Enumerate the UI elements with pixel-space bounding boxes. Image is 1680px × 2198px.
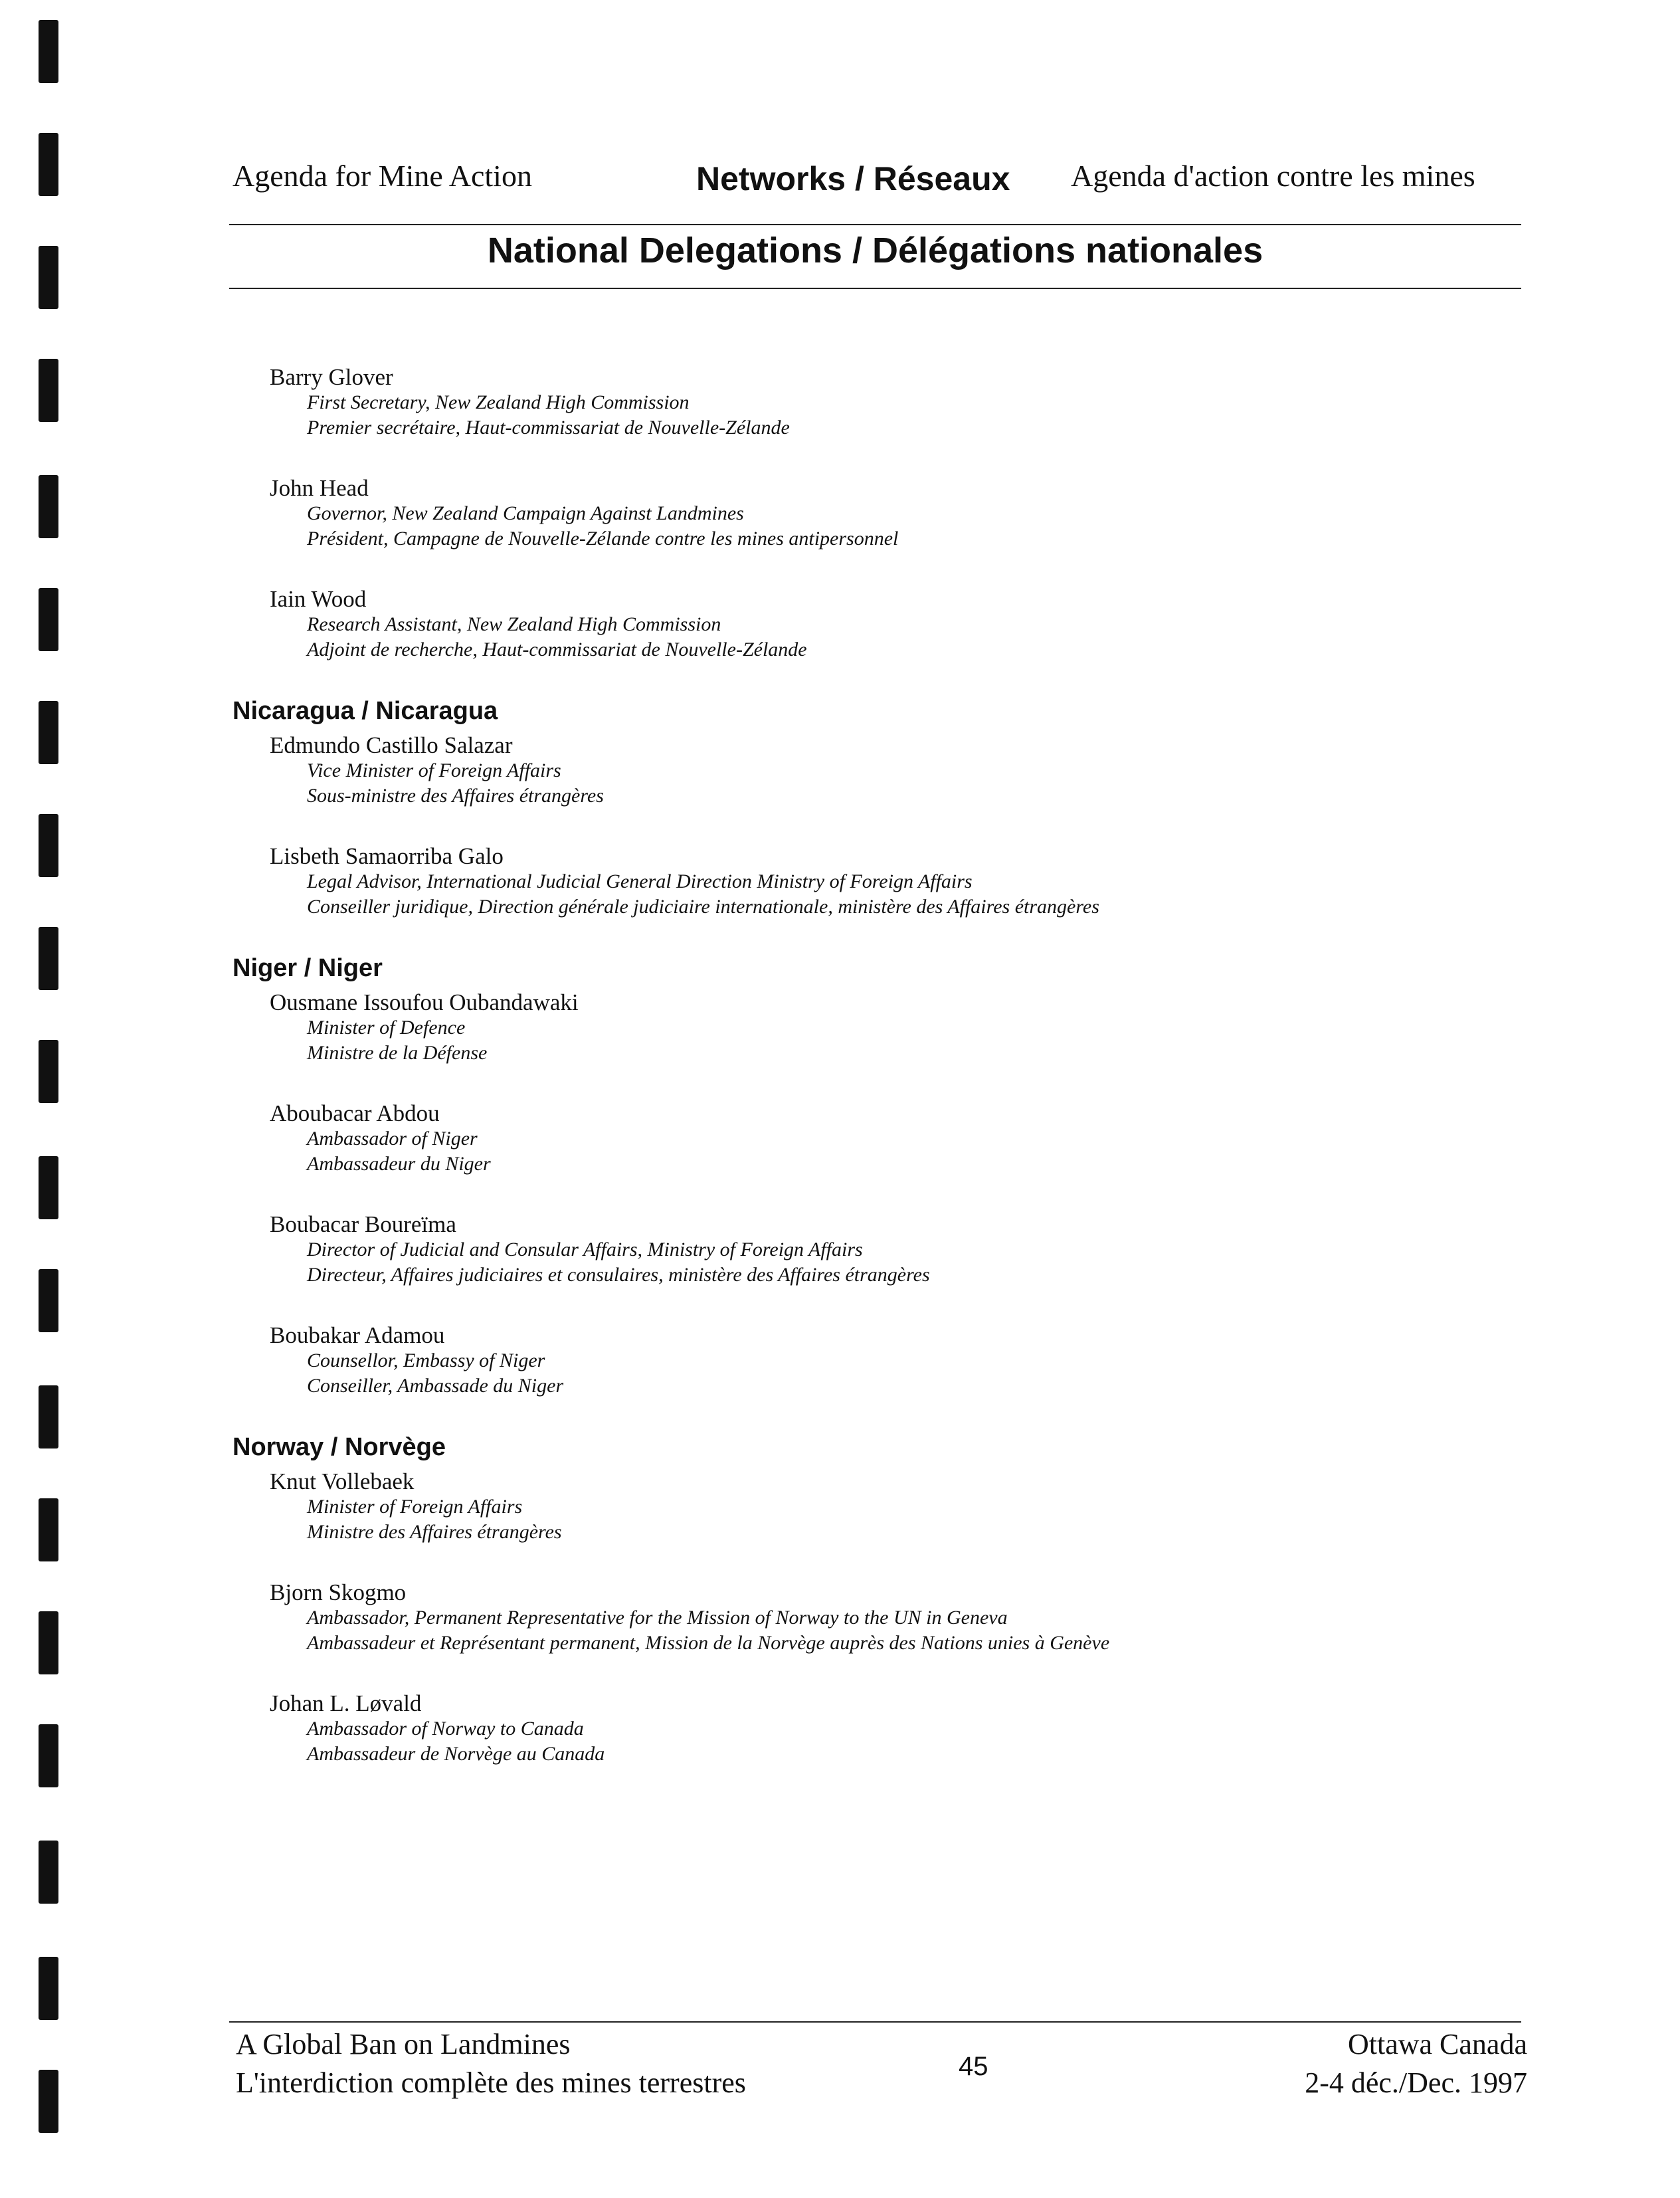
delegate-role-fr: Ministre de la Défense bbox=[307, 1042, 488, 1064]
delegate-role-fr: Ambassadeur et Représentant permanent, Mission de la Norvège auprès des Nations unies à Genève bbox=[307, 1632, 1110, 1654]
delegate-name: Edmundo Castillo Salazar bbox=[270, 732, 513, 758]
delegate-name: Bjorn Skogmo bbox=[270, 1579, 407, 1605]
delegate-role-en: Counsellor, Embassy of Niger bbox=[307, 1349, 545, 1371]
footer-right bbox=[1305, 2025, 1527, 2102]
binder-mark bbox=[39, 814, 58, 877]
delegate-name: Aboubacar Abdou bbox=[270, 1100, 440, 1126]
binder-mark bbox=[39, 1040, 58, 1103]
footer-right-line1: Ottawa Canada bbox=[1348, 2028, 1527, 2060]
delegate-entry bbox=[270, 1468, 1528, 1545]
delegate-entry bbox=[270, 364, 1528, 441]
delegate-name: John Head bbox=[270, 475, 369, 501]
delegate-role-fr: Ministre des Affaires étrangères bbox=[307, 1521, 562, 1543]
title-rule bbox=[229, 288, 1521, 289]
delegate-role-fr: Directeur, Affaires judiciaires et consulaires, ministère des Affaires étrangères bbox=[307, 1264, 930, 1286]
binder-mark bbox=[39, 1269, 58, 1332]
footer-left-line1: A Global Ban on Landmines bbox=[236, 2028, 571, 2060]
delegate-role-fr: Adjoint de recherche, Haut-commissariat de Nouvelle-Zélande bbox=[307, 639, 807, 660]
binder-mark bbox=[39, 1611, 58, 1674]
binder-mark bbox=[39, 1498, 58, 1561]
delegate-entry bbox=[270, 1579, 1528, 1656]
delegate-entry bbox=[270, 586, 1528, 662]
country-section-nicaragua bbox=[233, 697, 1528, 920]
delegate-role-en: Legal Advisor, International Judicial General Direction Ministry of Foreign Affairs bbox=[307, 870, 973, 892]
country-section-norway bbox=[233, 1433, 1528, 1767]
delegate-role-en: First Secretary, New Zealand High Commission bbox=[307, 391, 690, 413]
delegate-name: Boubacar Boureïma bbox=[270, 1211, 456, 1237]
delegate-role-fr: Ambassadeur de Norvège au Canada bbox=[307, 1743, 605, 1765]
binder-mark bbox=[39, 927, 58, 990]
country-heading: Nicaragua / Nicaragua bbox=[233, 697, 498, 725]
delegate-name: Knut Vollebaek bbox=[270, 1468, 415, 1494]
delegate-entry bbox=[270, 843, 1528, 920]
binder-mark bbox=[39, 2070, 58, 2133]
delegate-name: Iain Wood bbox=[270, 586, 367, 612]
header-right: Agenda d'action contre les mines bbox=[1071, 159, 1475, 193]
binder-mark bbox=[39, 701, 58, 764]
footer-right-line2: 2-4 déc./Dec. 1997 bbox=[1305, 2066, 1527, 2099]
country-heading: Niger / Niger bbox=[233, 954, 383, 982]
delegate-role-fr: Président, Campagne de Nouvelle-Zélande contre les mines antipersonnel bbox=[307, 528, 899, 550]
footer-left-line2: L'interdiction complète des mines terrestres bbox=[236, 2066, 746, 2099]
binder-mark bbox=[39, 475, 58, 538]
delegate-role-en: Ambassador of Niger bbox=[307, 1128, 478, 1149]
delegate-role-fr: Ambassadeur du Niger bbox=[307, 1153, 491, 1175]
delegate-entry bbox=[270, 475, 1528, 551]
binder-mark bbox=[39, 1156, 58, 1219]
footer-rule bbox=[229, 2021, 1521, 2023]
binder-mark bbox=[39, 1385, 58, 1449]
delegation-list bbox=[233, 364, 1528, 1801]
binder-mark bbox=[39, 1724, 58, 1787]
continued-section bbox=[233, 364, 1528, 662]
page-title: National Delegations / Délégations nationales bbox=[487, 231, 1263, 270]
country-section-niger bbox=[233, 954, 1528, 1399]
delegate-name: Boubakar Adamou bbox=[270, 1322, 445, 1348]
binder-mark bbox=[39, 359, 58, 422]
header-center: Networks / Réseaux bbox=[696, 160, 1010, 197]
page-number: 45 bbox=[959, 2052, 988, 2081]
delegate-name: Lisbeth Samaorriba Galo bbox=[270, 843, 504, 869]
delegate-role-en: Minister of Defence bbox=[307, 1017, 466, 1039]
delegate-role-fr: Conseiller, Ambassade du Niger bbox=[307, 1375, 564, 1397]
delegate-role-en: Ambassador of Norway to Canada bbox=[307, 1718, 584, 1740]
binder-mark bbox=[39, 133, 58, 196]
delegate-role-fr: Conseiller juridique, Direction générale judiciaire internationale, ministère des Affaires étrangères bbox=[307, 896, 1099, 918]
footer-left bbox=[236, 2025, 746, 2102]
delegate-entry bbox=[270, 1322, 1528, 1399]
binder-mark bbox=[39, 588, 58, 651]
delegate-role-fr: Sous-ministre des Affaires étrangères bbox=[307, 785, 604, 807]
header-left: Agenda for Mine Action bbox=[233, 159, 532, 193]
delegate-role-en: Vice Minister of Foreign Affairs bbox=[307, 759, 561, 781]
delegate-name: Ousmane Issoufou Oubandawaki bbox=[270, 989, 579, 1015]
delegate-entry bbox=[270, 1100, 1528, 1177]
delegate-name: Johan L. Løvald bbox=[270, 1690, 422, 1716]
delegate-entry bbox=[270, 1211, 1528, 1288]
country-heading: Norway / Norvège bbox=[233, 1433, 446, 1461]
delegate-entry bbox=[270, 989, 1528, 1066]
binder-mark bbox=[39, 20, 58, 83]
delegate-role-en: Director of Judicial and Consular Affairs, Ministry of Foreign Affairs bbox=[307, 1239, 863, 1260]
delegate-role-en: Research Assistant, New Zealand High Commission bbox=[307, 613, 721, 635]
delegate-role-en: Minister of Foreign Affairs bbox=[307, 1496, 523, 1518]
delegate-entry bbox=[270, 1690, 1528, 1767]
delegate-role-fr: Premier secrétaire, Haut-commissariat de Nouvelle-Zélande bbox=[307, 417, 790, 439]
binder-mark bbox=[39, 246, 58, 309]
binder-mark bbox=[39, 1957, 58, 2020]
delegate-role-en: Ambassador, Permanent Representative for the Mission of Norway to the UN in Geneva bbox=[307, 1607, 1008, 1629]
binder-mark bbox=[39, 1841, 58, 1904]
delegate-name: Barry Glover bbox=[270, 364, 393, 390]
delegate-role-en: Governor, New Zealand Campaign Against Landmines bbox=[307, 502, 744, 524]
header-rule bbox=[229, 224, 1521, 225]
delegate-entry bbox=[270, 732, 1528, 809]
